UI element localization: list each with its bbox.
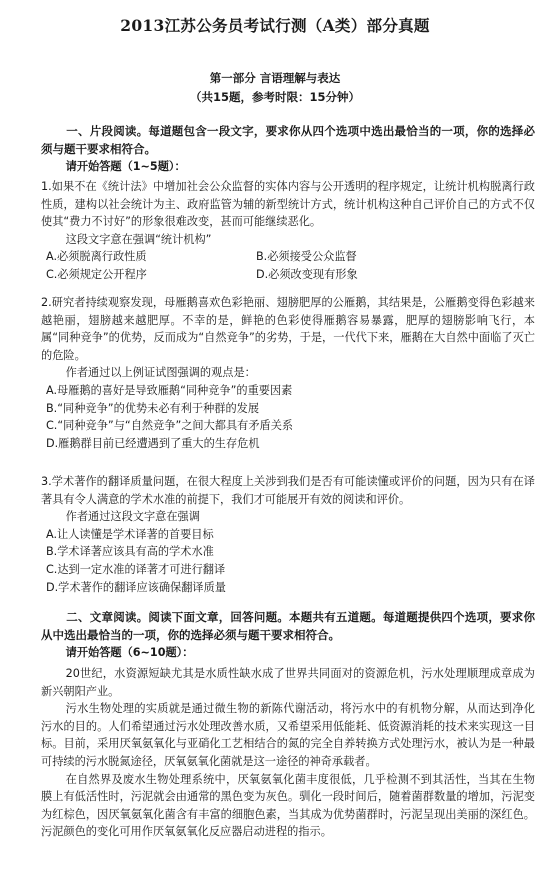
article	[41, 665, 535, 841]
article-paragraph-2: 污水生物处理的实质就是通过微生物的新陈代谢活动，将污水中的有机物分解，从而达到净化污水的目的。人们希望通过污水处理改善水质，又希望采用低能耗、低资源消耗的技术来实现这一目标。目前，采用厌氧氨氧化与亚硝化工艺相结合的氮的完全自养转换方式处理污水，被认为是一种最可持续的污水脱氮途径，厌氧氨氧化菌就是这一途径的神奇承载者。	[41, 702, 535, 768]
article-paragraph-3: 在自然界及废水生物处理系统中，厌氧氨氧化菌丰度很低，几乎检测不到其活性，当其在生物膜上有低活性时，污泥就会由通常的黑色变为灰色。驯化一段时间后，随着菌群数量的增加，污泥变为红棕色，因厌氧氨氧化菌含有丰富的细胞色素，当其成为优势菌群时，污泥呈现出美丽的深红色。污泥颜色的变化可用作厌氧氨氧化反应器启动进程的指示。	[41, 772, 535, 839]
question-3-text: 3.学术著作的翻译质量问题，在很大程度上关涉到我们是否有可能读懂或评价的问题，因为只有在译著具有令人满意的学术水准的前提下，我们才可能展开有效的阅读和评价。	[41, 475, 535, 506]
question-3-option-a[interactable]: A.让人读懂是学术译著的首要目标	[46, 527, 214, 541]
question-1-stem: 这段文字意在强调“统计机构”	[65, 232, 212, 246]
question-2-option-b[interactable]: B.“同种竞争”的优势未必有利于种群的发展	[46, 401, 260, 415]
question-1-option-d[interactable]: D.必须改变现有形象	[256, 267, 358, 281]
question-3-option-c[interactable]: C.达到一定水准的译著才可进行翻译	[46, 562, 226, 576]
question-2-stem: 作者通过以上例证试图强调的观点是：	[65, 366, 256, 380]
question-2-option-c[interactable]: C.“同种竞争”与“自然竞争”之间大都具有矛盾关系	[46, 419, 294, 433]
section2-heading: 二、文章阅读。阅读下面文章，回答问题。本题共有五道题。每道题提供四个选项，要求你从中选出最恰当的一项，你的选择必须与题干要求相符合。	[41, 610, 535, 642]
question-2-option-a[interactable]: A.母雁鹅的喜好是导致雁鹅“同种竞争”的重要因素	[46, 383, 293, 397]
part-subtitle: （共15题，参考时限：15分钟）	[189, 90, 360, 104]
question-1-option-a[interactable]: A.必须脱离行政性质	[46, 250, 147, 264]
question-1-options-row-1	[41, 248, 535, 266]
question-2-text: 2.研究者持续观察发现，母雁鹅喜欢色彩艳丽、翅膀肥厚的公雁鹅，其结果是，公雁鹅变得色彩越来越艳丽，翅膀越来越肥厚。不幸的是，鲜艳的色彩使得雁鹅容易暴露，肥厚的翅膀影响飞行，本属“同种竞争”的优势，反而成为“自然竞争”的劣势，于是，一代代下来，雁鹅在大自然中面临了灭亡的危险。	[41, 296, 535, 362]
question-2-option-d[interactable]: D.雁鹅群目前已经遭遇到了重大的生存危机	[46, 436, 260, 450]
question-1	[41, 178, 535, 284]
question-2	[41, 294, 535, 452]
section1-heading: 一、片段阅读。每道题包含一段文字，要求你从四个选项中选出最恰当的一项，你的选择必须与题干要求相符合。	[41, 124, 535, 156]
section2-start: 请开始答题（6~10题）：	[65, 646, 194, 659]
article-paragraph-1: 20世纪，水资源短缺尤其是水质性缺水成了世界共同面对的资源危机，污水处理顺理成章成为新兴朝阳产业。	[41, 667, 535, 698]
question-3-option-d[interactable]: D.学术著作的翻译应该确保翻译质量	[46, 580, 226, 594]
document-title: 2013江苏公务员考试行测（A类）部分真题	[120, 16, 430, 35]
section1-start: 请开始答题（1~5题）：	[65, 160, 186, 173]
question-1-text: 1.如果不在《统计法》中增加社会公众监督的实体内容与公开透明的程序规定，让统计机构脱离行政性质，建构以社会统计为主、政府监管为辅的新型统计方式，统计机构这种自己评价自己的方式不仅使其“费力不讨好”的形象很难改变，甚而可能继续恶化。	[41, 180, 535, 229]
question-1-option-b[interactable]: B.必须接受公众监督	[256, 250, 357, 264]
section2	[41, 608, 535, 662]
question-1-option-c[interactable]: C.必须规定公开程序	[46, 267, 147, 281]
question-1-options-row-2	[41, 266, 535, 284]
question-3-option-b[interactable]: B.学术译著应该具有高的学术水准	[46, 545, 214, 559]
question-3-stem: 作者通过这段文字意在强调	[65, 510, 200, 524]
section1	[41, 122, 535, 176]
question-3	[41, 473, 535, 596]
part-title: 第一部分 言语理解与表达	[209, 71, 341, 85]
